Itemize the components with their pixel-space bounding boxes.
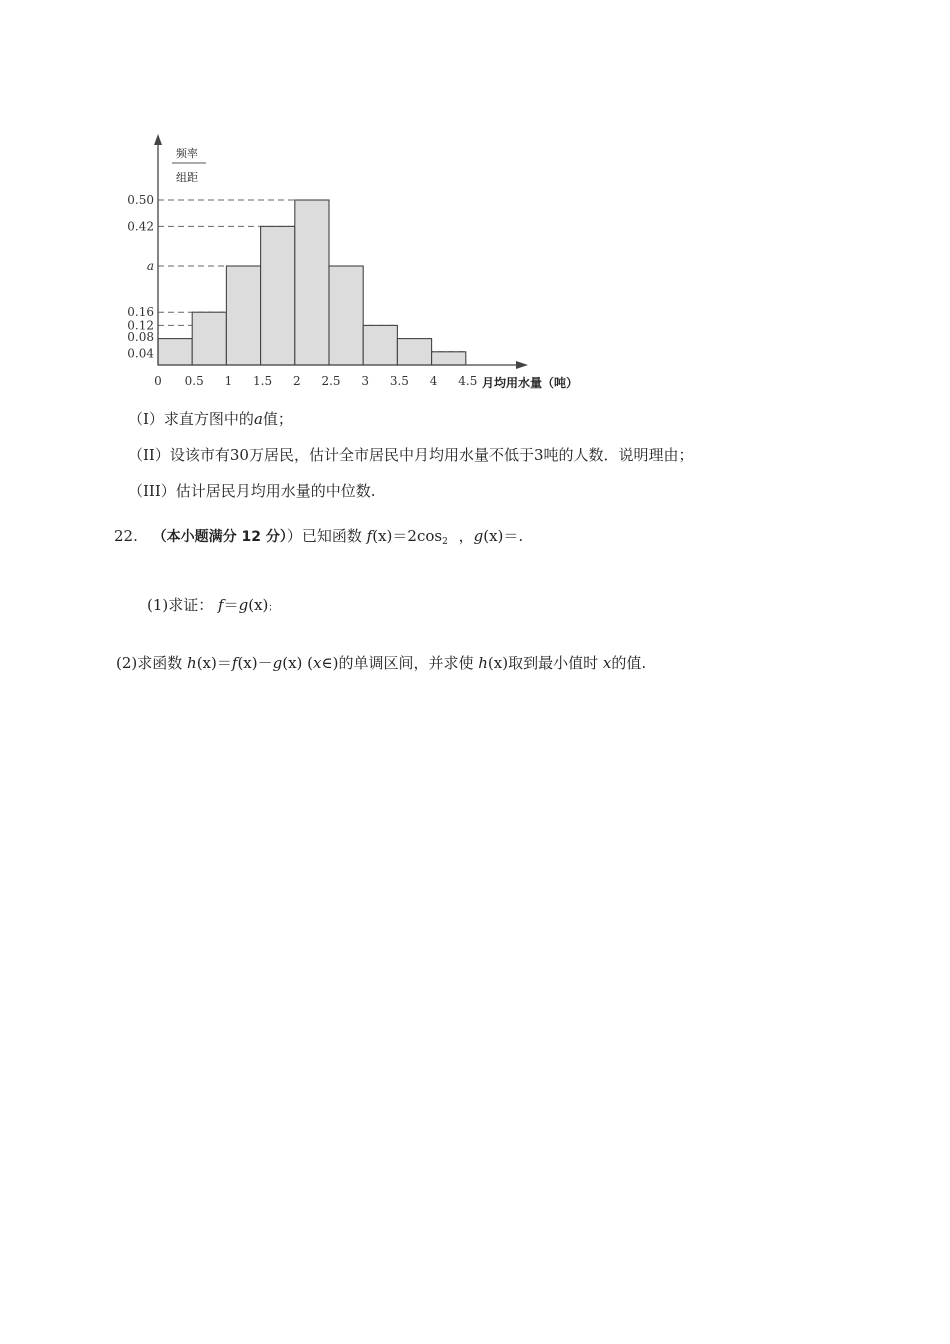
problem-22-part-2 <box>116 652 646 673</box>
y-axis-label-bottom: 组距 <box>176 171 198 184</box>
question-1-end: 值； <box>262 410 293 428</box>
y-tick-labels <box>127 193 154 360</box>
x-tick-label-2: 1 <box>224 374 233 388</box>
fx-expression: (x)＝2cos <box>372 527 443 545</box>
histogram-bars <box>158 200 466 365</box>
y-tick-label-4: 0.12 <box>127 318 154 333</box>
question-3-text: （III）估计居民月均用水量的中位数. <box>128 482 376 500</box>
part-1-x: (x) <box>248 596 269 614</box>
y-axis-label-top: 频率 <box>176 147 198 160</box>
x-tick-label-9: 4.5 <box>458 374 478 388</box>
part-1-g: g <box>238 596 249 614</box>
part-2-h2: h <box>478 654 488 672</box>
part-2-x2: x <box>602 654 612 672</box>
histogram-bar-0 <box>158 339 192 365</box>
y-tick-label-2: a <box>146 259 154 273</box>
y-tick-label-1: 0.42 <box>127 219 154 234</box>
trailing-dot: . <box>518 527 524 545</box>
part-1-f: f <box>218 596 224 614</box>
y-axis-arrow <box>154 134 162 145</box>
histogram-bar-2 <box>226 266 260 365</box>
x-tick-label-7: 3.5 <box>389 374 409 388</box>
histogram-bar-7 <box>397 339 431 365</box>
part-2-x: x <box>313 654 322 672</box>
x-tick-label-8: 4 <box>429 374 438 388</box>
x-tick-label-6: 3 <box>361 374 370 388</box>
x-tick-labels <box>154 374 477 388</box>
part-2-d: ( <box>307 654 314 672</box>
fx-subscript: 2 <box>442 537 448 547</box>
part-1-label: (1)求证： <box>147 596 214 614</box>
x-tick-label-3: 1.5 <box>253 374 273 388</box>
g-symbol: g <box>473 527 484 545</box>
part-2-h: h <box>187 654 197 672</box>
x-tick-label-5: 2.5 <box>321 374 341 388</box>
f-symbol: f <box>366 527 373 545</box>
question-2-text: （II）设该市有30万居民，估计全市居民中月均用水量不低于3吨的人数．说明理由； <box>128 446 694 464</box>
histogram-bar-6 <box>363 325 397 365</box>
question-part-2 <box>128 444 694 465</box>
y-tick-label-3: 0.16 <box>127 305 154 320</box>
histogram-bar-4 <box>295 200 329 365</box>
x-axis-arrow <box>516 361 528 369</box>
part-2-f2: (x)取到最小值时 <box>487 654 599 672</box>
histogram-bar-3 <box>261 226 295 365</box>
y-tick-label-6: 0.04 <box>127 346 154 361</box>
problem-intro: ）已知函数 <box>286 527 362 545</box>
histogram-bar-8 <box>432 352 466 365</box>
problem-22-statement <box>114 525 523 547</box>
comma: ， <box>458 527 474 545</box>
part-2-end: 的值. <box>611 654 647 672</box>
x-axis-label: 月均用水量（吨） <box>482 376 579 390</box>
question-part-1 <box>128 408 293 429</box>
problem-number: 22. <box>114 527 138 545</box>
question-part-3 <box>128 480 376 501</box>
question-1-text: （I）求直方图中的 <box>128 410 254 428</box>
y-tick-label-5: 0.08 <box>127 330 154 345</box>
part-2-label: (2)求函数 <box>116 654 183 672</box>
part-2-b: (x)－ <box>237 654 273 672</box>
problem-22-part-1 <box>147 594 277 615</box>
part-2-e: ∈)的单调区间，并求使 <box>321 654 474 672</box>
gx-expression: (x)＝ <box>483 527 519 545</box>
problem-points: （本小题满分 12 分） <box>152 529 287 545</box>
x-tick-label-0: 0 <box>154 374 162 388</box>
x-tick-label-4: 2 <box>292 374 301 388</box>
part-2-f: f <box>231 654 238 672</box>
question-1-var: a <box>253 410 263 428</box>
part-2-c: (x) <box>282 654 303 672</box>
histogram-bar-5 <box>329 266 363 365</box>
histogram-chart <box>110 128 600 398</box>
histogram-bar-1 <box>192 312 226 365</box>
part-2-a: (x)＝ <box>196 654 232 672</box>
x-tick-label-1: 0.5 <box>184 374 204 388</box>
part-1-eq: ＝ <box>223 596 239 614</box>
part-1-end: ； <box>268 603 278 613</box>
y-tick-label-0: 0.50 <box>127 193 154 207</box>
part-2-g: g <box>272 654 283 672</box>
